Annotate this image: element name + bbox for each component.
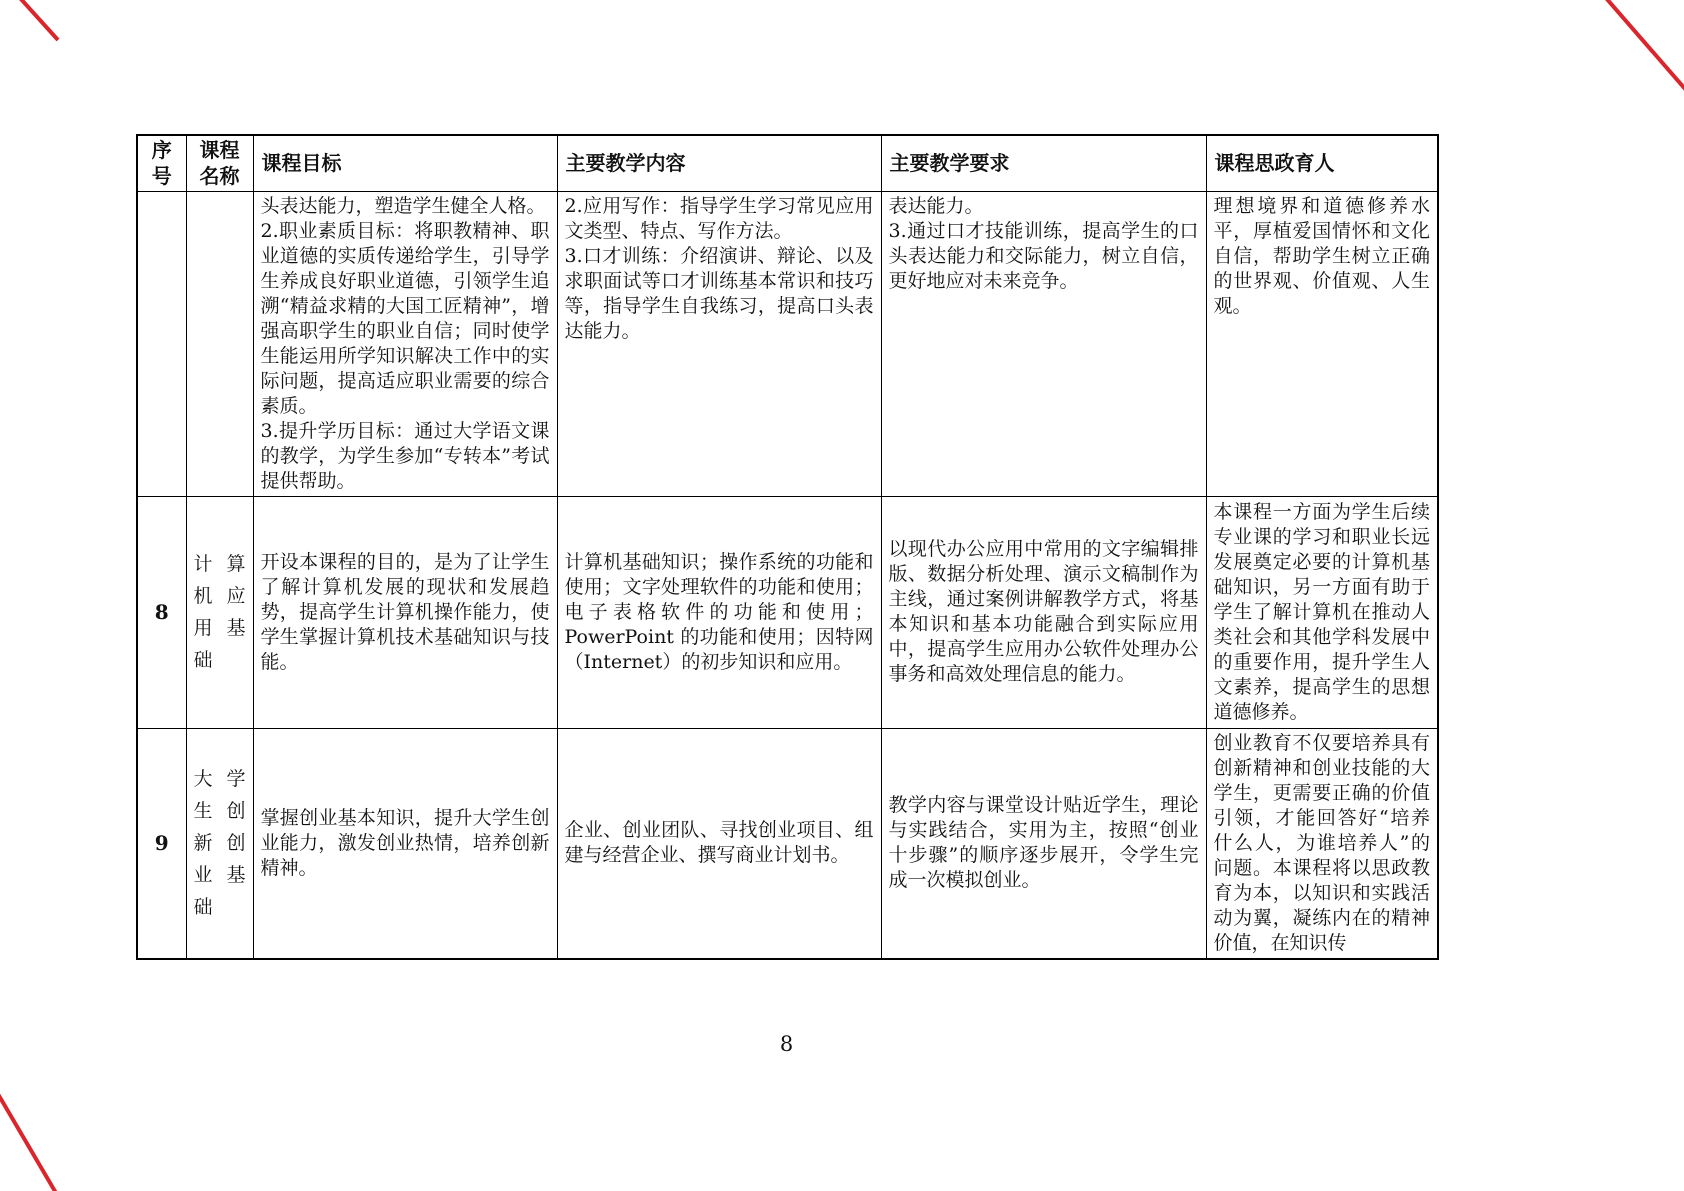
cell-no: 9 bbox=[137, 728, 186, 959]
course-plan-table bbox=[136, 134, 1439, 960]
objectives-paragraph: 开设本课程的目的，是为了让学生了解计算机发展的现状和发展趋势，提高学生计算机操作能力，使学生掌握计算机技术基础知识与技能。 bbox=[260, 550, 550, 673]
cell-requirements bbox=[881, 191, 1206, 496]
objectives-paragraph: 3.提升学历目标：通过大学语文课的教学，为学生参加“专转本”考试提供帮助。 bbox=[260, 419, 550, 492]
objectives-paragraph: 头表达能力，塑造学生健全人格。 bbox=[260, 194, 546, 217]
cell-objectives bbox=[253, 191, 557, 496]
header-col-ideology: 课程思政育人 bbox=[1206, 135, 1438, 191]
table-row-8 bbox=[137, 496, 1438, 728]
cell-content bbox=[557, 191, 881, 496]
cell-requirements bbox=[881, 496, 1206, 728]
table-row-continued bbox=[137, 191, 1438, 496]
objectives-paragraph: 掌握创业基本知识，提升大学生创业能力，激发创业热情，培养创新精神。 bbox=[260, 806, 550, 879]
page-number: 8 bbox=[779, 1032, 794, 1056]
cell-objectives bbox=[253, 728, 557, 959]
header-col-course-name: 课程名称 bbox=[186, 135, 253, 191]
cell-ideology bbox=[1206, 191, 1438, 496]
content-paragraph: 企业、创业团队、寻找创业项目、组建与经营企业、撰写商业计划书。 bbox=[564, 819, 874, 866]
requirements-paragraph: 表达能力。 bbox=[888, 194, 984, 217]
cell-requirements bbox=[881, 728, 1206, 959]
requirements-paragraph: 教学内容与课堂设计贴近学生，理论与实践结合，实用为主，按照“创业十步骤”的顺序逐步展开，令学生完成一次模拟创业。 bbox=[888, 794, 1199, 891]
scan-artifact-top-right bbox=[1606, 0, 1684, 90]
ideology-paragraph: 理想境界和道德修养水平，厚植爱国情怀和文化自信，帮助学生树立正确的世界观、价值观、人生观。 bbox=[1213, 194, 1430, 317]
cell-no: 8 bbox=[137, 496, 186, 728]
header-col-objectives: 课程目标 bbox=[253, 135, 557, 191]
table-row-9 bbox=[137, 728, 1438, 959]
scan-artifact-bottom-left bbox=[0, 1094, 56, 1191]
requirements-paragraph: 3.通过口才技能训练，提高学生的口头表达能力和交际能力，树立自信，更好地应对未来竞争。 bbox=[888, 219, 1199, 292]
cell-no bbox=[137, 191, 186, 496]
content-paragraph: 2.应用写作：指导学生学习常见应用文类型、特点、写作方法。 bbox=[564, 194, 874, 242]
scan-artifact-top-left bbox=[20, 0, 58, 40]
cell-course-name: 大学生创新创业基础 bbox=[186, 728, 253, 959]
cell-ideology bbox=[1206, 728, 1438, 959]
cell-objectives bbox=[253, 496, 557, 728]
header-col-requirements: 主要教学要求 bbox=[881, 135, 1206, 191]
cell-course-name: 计算机应用基础 bbox=[186, 496, 253, 728]
content-paragraph: 计算机基础知识；操作系统的功能和使用；文字处理软件的功能和使用；电子表格软件的功能和使用；PowerPoint 的功能和使用；因特网（Internet）的初步知识和应用。 bbox=[564, 550, 874, 673]
ideology-paragraph: 创业教育不仅要培养具有创新精神和创业技能的大学生，更需要正确的价值引领，才能回答好“培养什么人，为谁培养人”的问题。本课程将以思政教育为本，以知识和实践活动为翼，凝练内在的精神价值，在知识传 bbox=[1213, 731, 1430, 954]
content-paragraph: 3.口才训练：介绍演讲、辩论、以及求职面试等口才训练基本常识和技巧等，指导学生自我练习，提高口头表达能力。 bbox=[564, 244, 874, 342]
cell-course-name bbox=[186, 191, 253, 496]
cell-content bbox=[557, 496, 881, 728]
cell-ideology bbox=[1206, 496, 1438, 728]
header-col-no: 序号 bbox=[137, 135, 186, 191]
ideology-paragraph: 本课程一方面为学生后续专业课的学习和职业长远发展奠定必要的计算机基础知识，另一方面有助于学生了解计算机在推动人类社会和其他学科发展中的重要作用，提升学生人文素养，提高学生的思想道德修养。 bbox=[1213, 500, 1430, 723]
requirements-paragraph: 以现代办公应用中常用的文字编辑排版、数据分析处理、演示文稿制作为主线，通过案例讲解教学方式，将基本知识和基本功能融合到实际应用中，提高学生应用办公软件处理办公事务和高效处理信息的能力。 bbox=[888, 538, 1199, 685]
header-row bbox=[137, 135, 1438, 191]
cell-content bbox=[557, 728, 881, 959]
header-col-content: 主要教学内容 bbox=[557, 135, 881, 191]
objectives-paragraph: 2.职业素质目标：将职教精神、职业道德的实质传递给学生，引导学生养成良好职业道德，引领学生追溯“精益求精的大国工匠精神”，增强高职学生的职业自信；同时使学生能运用所学知识解决工作中的实际问题，提高适应职业需要的综合素质。 bbox=[260, 219, 550, 417]
